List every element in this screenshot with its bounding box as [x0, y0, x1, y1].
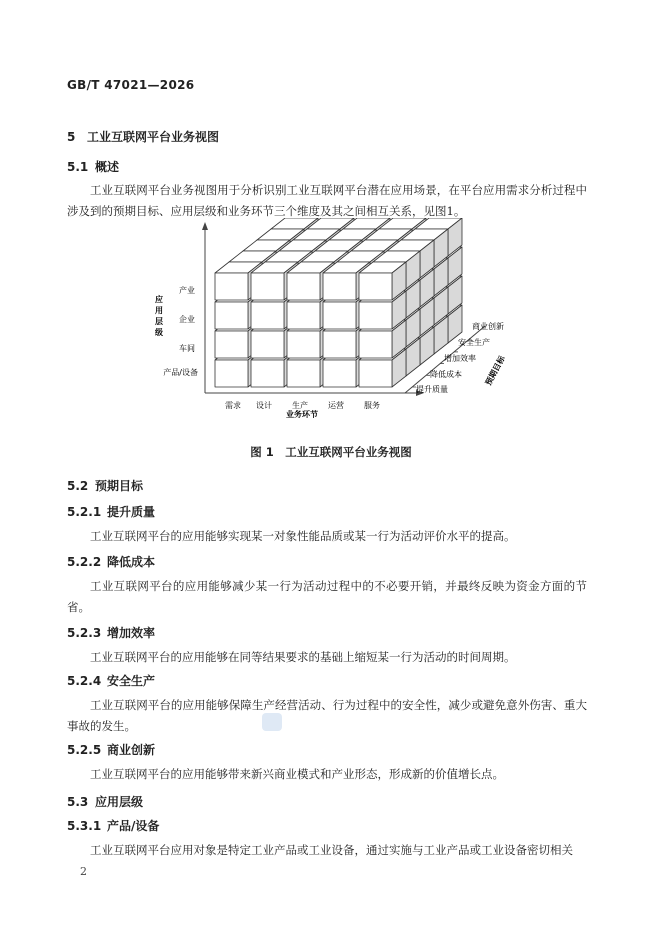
x-label-service: 服务 — [364, 401, 380, 410]
cube-front-face — [323, 273, 356, 300]
section-title: 提升质量 — [107, 505, 156, 519]
section-number: 5.2.3 — [67, 626, 102, 640]
cube-front-face — [287, 360, 320, 387]
z-label-cost: 降低成本 — [430, 370, 462, 379]
y-label-workshop: 车间 — [179, 344, 195, 353]
y-axis-title-2: 用 — [155, 306, 163, 315]
figure-caption: 图 1 工业互联网平台业务视图 — [250, 445, 412, 459]
cube-front-face — [359, 360, 392, 387]
x-label-design: 设计 — [256, 401, 272, 410]
cube-front-face — [323, 302, 356, 329]
section-title: 降低成本 — [107, 555, 156, 569]
cube-front-face — [359, 273, 392, 300]
section-title: 安全生产 — [107, 674, 156, 688]
section-heading-5-3 — [67, 793, 143, 810]
cube-front-face — [287, 331, 320, 358]
z-axis-title: 预期目标 — [483, 354, 507, 387]
section-title: 产品/设备 — [107, 819, 160, 833]
cube-front-face — [323, 331, 356, 358]
z-label-quality: 提升质量 — [416, 385, 448, 394]
y-label-industry: 产业 — [179, 286, 195, 295]
cube-front-face — [359, 302, 392, 329]
section-title: 应用层级 — [95, 795, 144, 809]
section-heading-5-2-5 — [67, 741, 155, 758]
cube-front-face — [215, 331, 248, 358]
section-heading-5-2 — [67, 477, 143, 494]
z-label-innovation: 商业创新 — [472, 322, 504, 331]
document-number: GB/T 47021—2026 — [67, 78, 195, 92]
paragraph-innovation: 工业互联网平台的应用能够带来新兴商业模式和产业形态，形成新的价值增长点。 — [90, 767, 504, 781]
section-title: 概述 — [95, 160, 120, 174]
y-label-enterprise: 企业 — [179, 315, 195, 324]
cube-front-face — [215, 302, 248, 329]
cube-grid — [215, 218, 462, 387]
z-label-safety: 安全生产 — [458, 338, 490, 347]
section-heading-5-2-4 — [67, 672, 155, 689]
section-title: 预期目标 — [95, 479, 144, 493]
watermark-stamp — [262, 713, 282, 731]
cube-front-face — [251, 331, 284, 358]
section-number: 5.3.1 — [67, 819, 102, 833]
section-heading-5-2-3 — [67, 624, 155, 641]
section-number: 5.1 — [67, 160, 89, 174]
business-view-figure — [140, 218, 520, 418]
section-heading-5-2-1 — [67, 503, 155, 520]
section-heading-5 — [67, 128, 219, 145]
cube-front-face — [251, 273, 284, 300]
section-number: 5 — [67, 130, 76, 144]
section-number: 5.2.1 — [67, 505, 102, 519]
y-axis-title-1: 应 — [155, 295, 163, 304]
section-number: 5.2.5 — [67, 743, 102, 757]
cube-front-face — [215, 360, 248, 387]
page-number: 2 — [80, 865, 87, 878]
section-number: 5.2 — [67, 479, 89, 493]
section-title: 增加效率 — [107, 626, 156, 640]
paragraph-overview: 工业互联网平台业务视图用于分析识别工业互联网平台潜在应用场景，在平台应用需求分析过程中涉及到的预期目标、应用层级和业务环节三个维度及其之间相互关系，见图1。 — [67, 183, 587, 218]
x-label-production: 生产 — [292, 401, 308, 410]
cube-front-face — [323, 360, 356, 387]
paragraph-safety: 工业互联网平台的应用能够保障生产经营活动、行为过程中的安全性，减少或避免意外伤害、重大事故的发生。 — [67, 698, 587, 733]
paragraph-product-equipment: 工业互联网平台应用对象是特定工业产品或工业设备，通过实施与工业产品或工业设备密切相关 — [90, 843, 573, 857]
x-axis-title: 业务环节 — [286, 410, 318, 418]
cube-front-face — [359, 331, 392, 358]
paragraph-quality: 工业互联网平台的应用能够实现某一对象性能品质或某一行为活动评价水平的提高。 — [90, 529, 516, 543]
x-label-demand: 需求 — [225, 401, 241, 410]
y-axis-title-3: 层 — [155, 317, 163, 326]
x-label-operation: 运营 — [328, 401, 344, 410]
section-number: 5.2.4 — [67, 674, 102, 688]
section-heading-5-3-1 — [67, 817, 159, 834]
section-title: 工业互联网平台业务视图 — [87, 130, 220, 144]
section-title: 商业创新 — [107, 743, 156, 757]
cube-front-face — [251, 360, 284, 387]
y-axis-title-4: 级 — [155, 328, 163, 337]
z-label-efficiency: 增加效率 — [444, 354, 476, 363]
y-label-product-equipment: 产品/设备 — [163, 368, 198, 377]
section-heading-5-1 — [67, 158, 119, 175]
cube-front-face — [251, 302, 284, 329]
cube-front-face — [215, 273, 248, 300]
cube-front-face — [287, 302, 320, 329]
paragraph-efficiency: 工业互联网平台的应用能够在同等结果要求的基础上缩短某一行为活动的时间周期。 — [90, 650, 516, 664]
cube-front-face — [287, 273, 320, 300]
paragraph-cost: 工业互联网平台的应用能够减少某一行为活动过程中的不必要开销，并最终反映为资金方面的节省。 — [67, 579, 587, 614]
section-heading-5-2-2 — [67, 553, 155, 570]
section-number: 5.3 — [67, 795, 89, 809]
section-number: 5.2.2 — [67, 555, 102, 569]
